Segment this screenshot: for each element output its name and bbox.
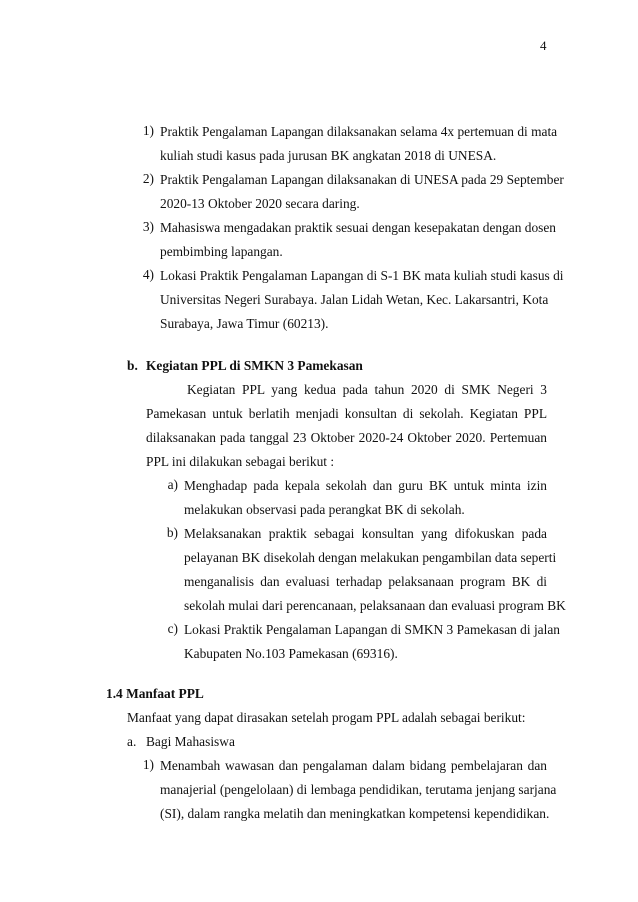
paragraph-line: PPL ini dilakukan sebagai berikut : bbox=[146, 454, 335, 469]
subsection-number: a. bbox=[127, 734, 137, 749]
list-text: Mahasiswa mengadakan praktik sesuai dengan kesepakatan dengan dosen bbox=[160, 220, 557, 235]
paragraph-line: dilaksanakan pada tanggal 23 Oktober 2020-24 Oktober 2020. Pertemuan bbox=[146, 430, 547, 445]
list-text: Surabaya, Jawa Timur (60213). bbox=[160, 316, 329, 331]
paragraph-line: Pamekasan untuk berlatih menjadi konsultan di sekolah. Kegiatan PPL bbox=[146, 406, 547, 421]
list-number: a) bbox=[167, 477, 178, 492]
section-b-number: b. bbox=[127, 358, 138, 373]
subsection-heading: Bagi Mahasiswa bbox=[146, 734, 235, 749]
list-text: 2020-13 Oktober 2020 secara daring. bbox=[160, 196, 360, 211]
list-text: pelayanan BK disekolah dengan melakukan pengambilan data seperti bbox=[184, 550, 557, 565]
list-number: 1) bbox=[142, 123, 154, 138]
list-text: Menghadap pada kepala sekolah dan guru BK untuk minta izin bbox=[184, 478, 547, 493]
page-number: 4 bbox=[540, 38, 547, 53]
list-text: manajerial (pengelolaan) di lembaga pendidikan, terutama jenjang sarjana bbox=[160, 782, 557, 797]
list-number: b) bbox=[166, 525, 178, 540]
list-text: sekolah mulai dari perencanaan, pelaksanaan dan evaluasi program BK bbox=[184, 598, 566, 613]
list-text: Universitas Negeri Surabaya. Jalan Lidah Wetan, Kec. Lakarsantri, Kota bbox=[160, 292, 549, 307]
list-text: Lokasi Praktik Pengalaman Lapangan di S-1 BK mata kuliah studi kasus di bbox=[160, 268, 564, 283]
list-number: 4) bbox=[142, 267, 154, 282]
list-text: Lokasi Praktik Pengalaman Lapangan di SMKN 3 Pamekasan di jalan bbox=[184, 622, 560, 637]
list-number: 3) bbox=[142, 219, 154, 234]
list-number: c) bbox=[167, 621, 178, 636]
section-b-heading: Kegiatan PPL di SMKN 3 Pamekasan bbox=[146, 358, 363, 373]
list-text: Kabupaten No.103 Pamekasan (69316). bbox=[184, 646, 398, 661]
list-text: melakukan observasi pada perangkat BK di sekolah. bbox=[184, 502, 465, 517]
section-1-4-heading: 1.4 Manfaat PPL bbox=[106, 686, 204, 701]
list-text: menganalisis dan evaluasi terhadap pelaksanaan program BK di bbox=[184, 574, 547, 589]
section-intro: Manfaat yang dapat dirasakan setelah progam PPL adalah sebagai berikut: bbox=[127, 710, 526, 725]
list-text: pembimbing lapangan. bbox=[160, 244, 283, 259]
list-text: Menambah wawasan dan pengalaman dalam bidang pembelajaran dan bbox=[160, 758, 547, 773]
list-text: Praktik Pengalaman Lapangan dilaksanakan di UNESA pada 29 September bbox=[160, 172, 564, 187]
list-number: 1) bbox=[142, 757, 154, 772]
list-text: kuliah studi kasus pada jurusan BK angkatan 2018 di UNESA. bbox=[160, 148, 497, 163]
list-text: Melaksanakan praktik sebagai konsultan yang difokuskan pada bbox=[184, 526, 547, 541]
list-number: 2) bbox=[142, 171, 154, 186]
list-text: (SI), dalam rangka melatih dan meningkatkan kompetensi kependidikan. bbox=[160, 806, 550, 821]
list-text: Praktik Pengalaman Lapangan dilaksanakan selama 4x pertemuan di mata bbox=[160, 124, 558, 139]
paragraph-line: Kegiatan PPL yang kedua pada tahun 2020 di SMK Negeri 3 bbox=[187, 382, 547, 397]
